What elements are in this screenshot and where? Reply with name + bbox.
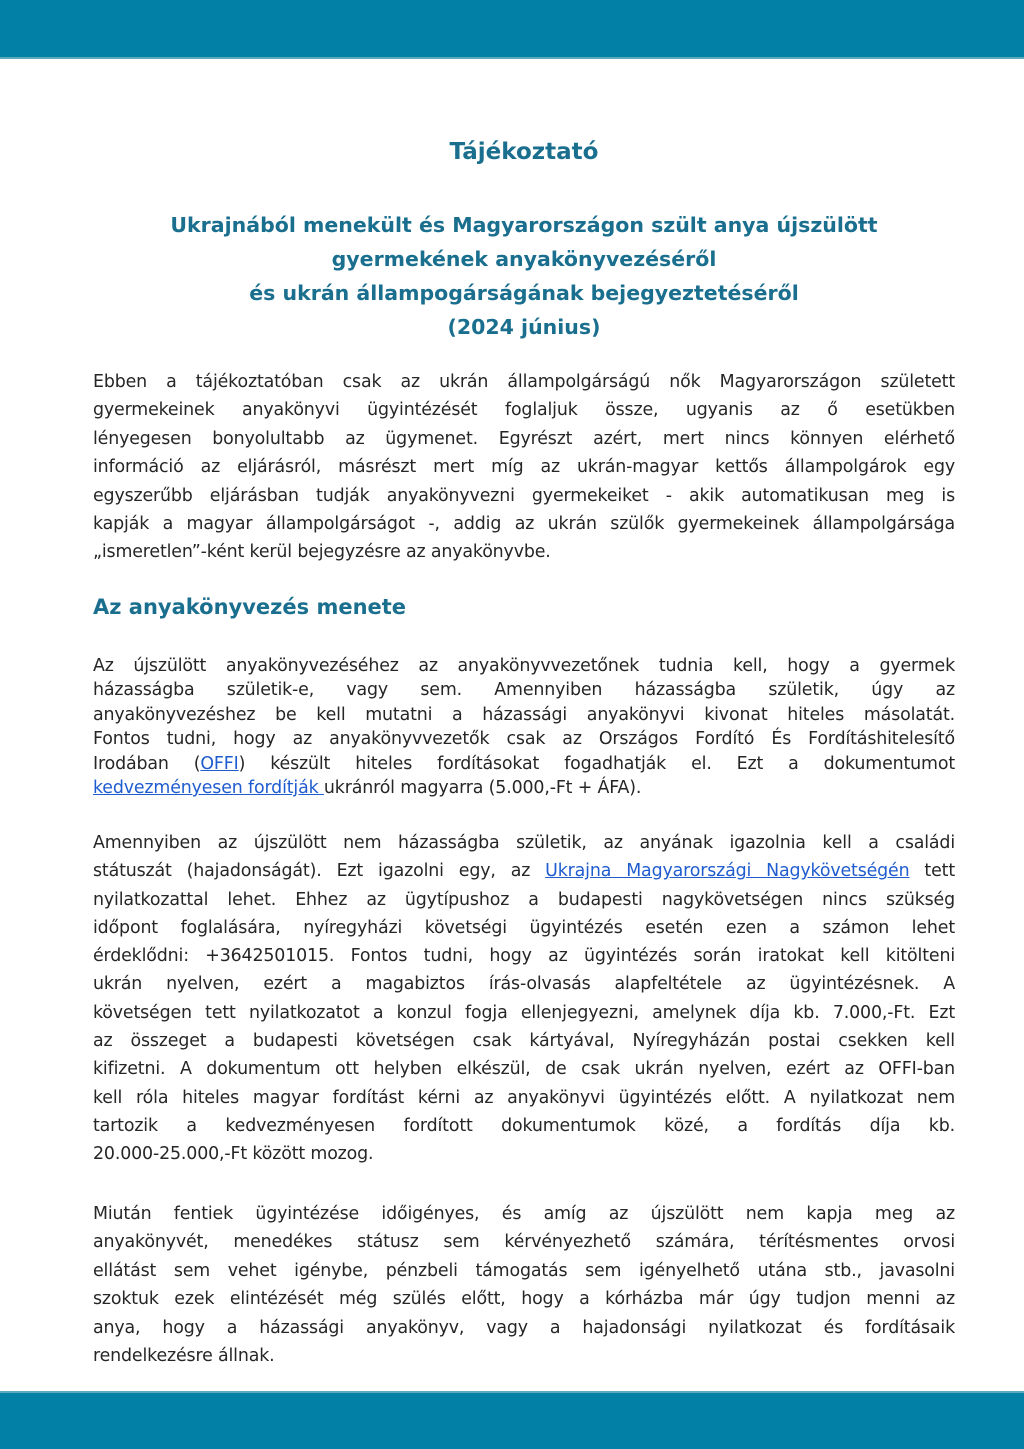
text-fragment: Irodában ( (93, 753, 201, 774)
subtitle-line: gyermekének anyakönyvezéséről (331, 247, 717, 271)
text-line: az összeget a budapesti követségen csak kártyával, Nyíregyházán postai csekken kell (93, 1031, 955, 1052)
text-line: ukrán nyelven, ezért a magabiztos írás-olvasás alapfeltétele az ügyintézésnek. A (93, 974, 955, 995)
text-line: lényegesen bonyolultabb az ügymenet. Egyrészt azért, mert nincs könnyen elérhető (93, 428, 955, 449)
text-line: kifizetni. A dokumentum ott helyben elkészül, de csak ukrán nyelven, ezért az OFFI-ban (93, 1059, 955, 1080)
unmarried-paragraph (93, 829, 955, 1169)
text-fragment: ) készült hiteles fordításokat fogadhatják el. Ezt a dokumentumot (238, 753, 955, 774)
section-heading: Az anyakönyvezés menete (93, 595, 407, 619)
text-line: Fontos tudni, hogy az anyakönyvvezetők csak az Országos Fordító És Fordításhitelesítő (93, 729, 955, 750)
subtitle-line: Ukrajnából menekült és Magyarországon szült anya újszülött (170, 213, 878, 237)
marriage-paragraph (93, 654, 955, 800)
text-line: kapják a magyar állampolgárságot -, addig az ukrán szülők gyermekeinek állampolgársága (93, 514, 955, 535)
text-line: szoktuk ezek elintézését még szülés előtt, hogy a kórházba már úgy tudjon menni az (93, 1289, 955, 1310)
text-line: követségen tett nyilatkozatot a konzul fogja ellenjegyezni, amelynek díja kb. 7.000,-Ft. Ezt (93, 1002, 955, 1023)
text-line: Az újszülött anyakönyvezéséhez az anyakönyvvezetőnek tudnia kell, hogy a gyermek (93, 656, 955, 676)
embassy-link[interactable]: Ukrajna Magyarországi Nagykövetségén (545, 861, 910, 882)
recommendation-paragraph (93, 1200, 955, 1370)
subtitle-line: és ukrán állampogárságának bejegyeztetéséről (249, 281, 799, 305)
text-line: gyermekeinek anyakönyvi ügyintézését foglaljuk össze, ugyanis az ő esetükben (93, 400, 955, 421)
text-fragment: státuszát (hajadonságát). Ezt igazolni egy, az (93, 861, 546, 882)
text-line: kell róla hiteles magyar fordítást kérni az anyakönyvi ügyintézés előtt. A nyilatkozat nem (93, 1087, 955, 1108)
text-fragment: ukránról magyarra (5.000,-Ft + ÁFA). (323, 778, 642, 799)
text-line: tartozik a kedvezményesen fordított dokumentumok közé, a fordítás díja kb. (93, 1115, 955, 1136)
text-line: anya, hogy a házassági anyakönyv, vagy a hajadonsági nyilatkozat és fordításaik (93, 1317, 955, 1338)
text-line: időpont foglalására, nyíregyházi követségi ügyintézés esetén ezen a számon lehet (93, 917, 955, 938)
text-line: érdeklődni: +3642501015. Fontos tudni, hogy az ügyintézés során iratokat kell kitölteni (93, 946, 955, 967)
text-line: anyakönyvét, menedékes státusz sem kérvényezhető számára, térítésmentes orvosi (93, 1232, 955, 1253)
text-line (93, 857, 955, 885)
text-line: Miután fentiek ügyintézése időigényes, és amíg az újszülött nem kapja meg az (93, 1204, 955, 1224)
intro-paragraph (93, 368, 955, 567)
discount-translation-link[interactable]: kedvezményesen fordítják (93, 778, 324, 799)
text-line: Ebben a tájékoztatóban csak az ukrán állampolgárságú nők Magyarországon született (93, 372, 955, 392)
text-line: házasságba születik-e, vagy sem. Amennyiben házasságba születik, úgy az (93, 680, 955, 701)
text-line: rendelkezésre állnak. (93, 1346, 275, 1367)
text-line: 20.000-25.000,-Ft között mozog. (93, 1144, 374, 1165)
text-line: ellátást sem vehet igénybe, pénzbeli támogatás sem igényelhető utána stb., javasolni (93, 1260, 955, 1281)
footer-band (0, 1391, 1024, 1449)
offi-link[interactable]: OFFI (200, 753, 239, 774)
text-line: Amennyiben az újszülött nem házasságba születik, az anyának igazolnia kell a családi (93, 833, 955, 853)
text-line: anyakönyvezéshez be kell mutatni a házassági anyakönyvi kivonat hiteles másolatát. (93, 704, 955, 725)
subtitle-date: (2024 június) (447, 315, 601, 339)
text-line: információ az eljárásról, másrészt mert míg az ukrán-magyar kettős állampolgárok egy (93, 457, 955, 478)
text-line: „ismeretlen”-ként kerül bejegyzésre az anyakönyvbe. (93, 542, 551, 563)
text-line (93, 776, 955, 800)
header-band (0, 0, 1024, 59)
text-line: egyszerűbb eljárásban tudják anyakönyvezni gyermekeiket - akik automatikusan meg is (93, 485, 955, 506)
text-line: nyilatkozattal lehet. Ehhez az ügytípushoz a budapesti nagykövetségen nincs szükség (93, 889, 955, 910)
document-subtitle (93, 208, 955, 344)
document-title: Tájékoztató (449, 139, 599, 165)
text-line (93, 752, 955, 776)
text-fragment: tett (909, 861, 955, 882)
